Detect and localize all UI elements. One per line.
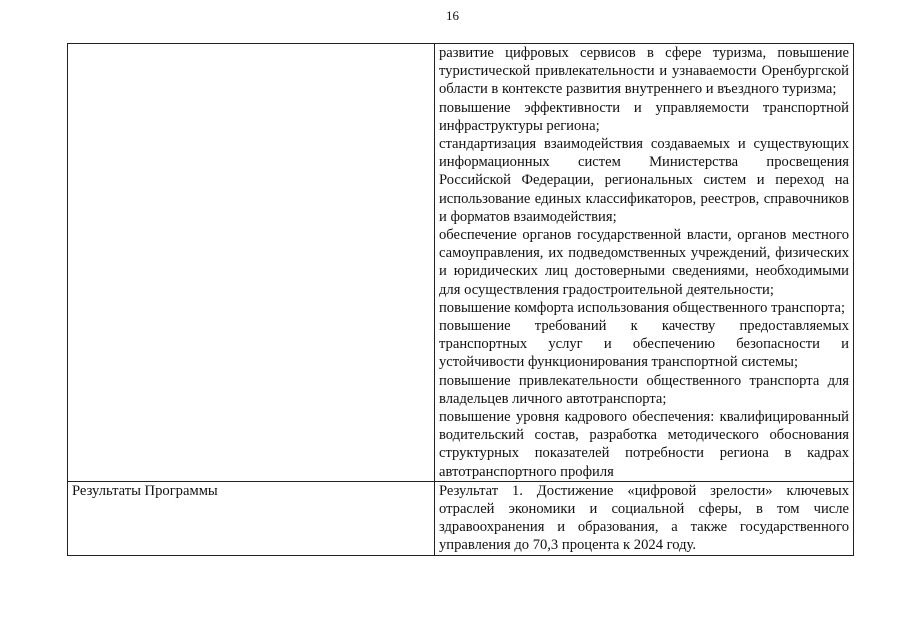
- paragraph: стандартизация взаимодействия создаваемых и существующих информационных систем Министерства просвещения Российской Федерации, региональных систем и переход на использование единых классификаторов, реестров, справочников и форматов взаимодействия;: [439, 136, 849, 225]
- table-row: [68, 481, 854, 555]
- paragraph: повышение уровня кадрового обеспечения: квалифицированный водительский состав, разработка методического обоснования структурных показателей потребности региона в кадрах автотранспортного профиля: [439, 409, 849, 480]
- paragraph: повышение привлекательности общественного транспорта для владельцев личного автотранспорта;: [439, 372, 849, 407]
- page-number: 16: [446, 8, 459, 23]
- paragraph: повышение комфорта использования общественного транспорта;: [439, 299, 846, 316]
- row-content-cell: [435, 44, 854, 482]
- paragraph: развитие цифровых сервисов в сфере туризма, повышение туристической привлекательности и узнаваемости Оренбургской области в контексте развития внутреннего и въездного туризма;: [439, 45, 849, 98]
- row-content-cell: [435, 481, 854, 555]
- row-label-cell: Результаты Программы: [68, 481, 435, 555]
- paragraph: повышение требований к качеству предоставляемых транспортных услуг и обеспечению безопасности и устойчивости функционирования транспортной системы;: [439, 318, 849, 371]
- paragraph: обеспечение органов государственной власти, органов местного самоуправления, их подведомственных учреждений, физических и юридических лиц достоверными сведениями, необходимыми для осуществления градостроительной деятельности;: [439, 227, 849, 298]
- paragraph: Результат 1. Достижение «цифровой зрелости» ключевых отраслей экономики и социальной сферы, в том числе здравоохранения и образования, а также государственного управления до 70,3 процента к 2024 году.: [439, 482, 849, 554]
- paragraph: повышение эффективности и управляемости транспортной инфраструктуры региона;: [439, 99, 849, 134]
- table-row: [68, 44, 854, 482]
- program-passport-table: [67, 43, 854, 556]
- row-label-cell: [68, 44, 435, 482]
